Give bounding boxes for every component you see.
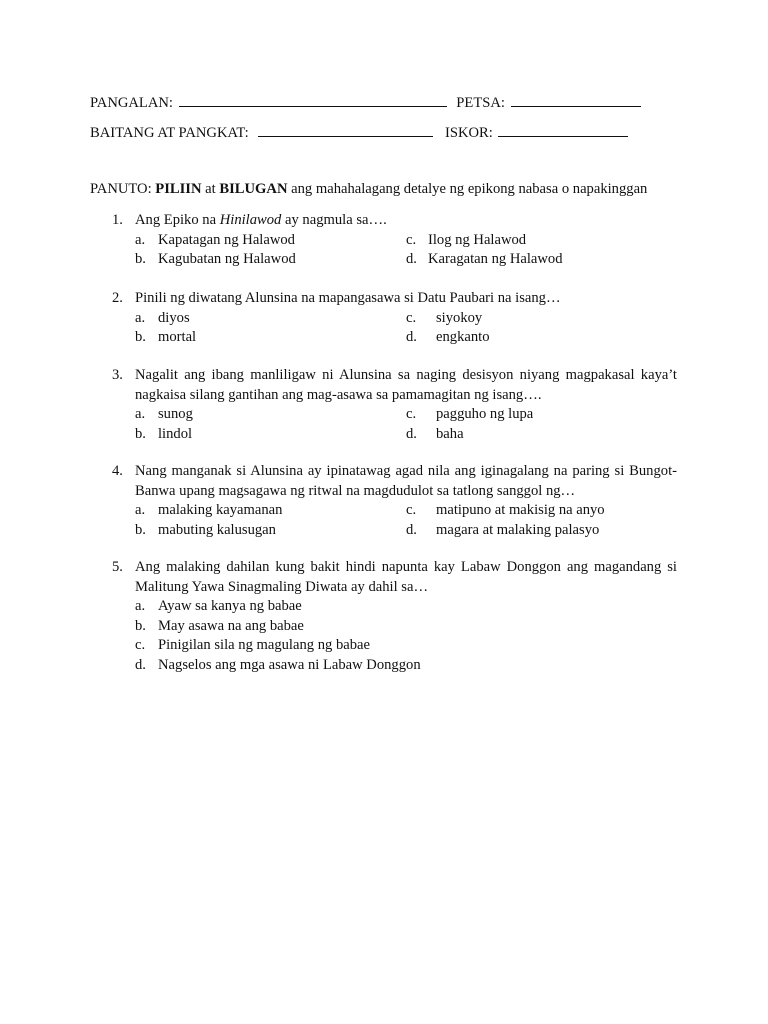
choice-letter: b. [135, 617, 146, 634]
instructions-lead: PANUTO: [90, 181, 156, 197]
choice-letter: c. [406, 502, 417, 518]
choice-letter: d. [406, 425, 417, 442]
choice-text: mabuting kalusugan [158, 521, 276, 538]
choice-letter: a. [135, 309, 146, 326]
choice-d[interactable] [406, 250, 686, 270]
choice-letter: d. [135, 656, 146, 673]
choice-letter: a. [135, 231, 146, 248]
choice-letter: c. [406, 406, 417, 422]
choice-d[interactable] [406, 521, 686, 541]
question-text-italic: Hinilawod [219, 212, 282, 228]
score-label: ISKOR: [444, 125, 493, 141]
choice-text: Ayaw sa kanya ng babae [158, 598, 302, 614]
choice-d[interactable] [406, 328, 686, 348]
choice-letter: c. [135, 637, 146, 653]
choice-c[interactable] [406, 231, 686, 251]
choice-letter: b. [135, 521, 146, 538]
choice-text: malaking kayamanan [158, 502, 283, 518]
choice-text: engkanto [436, 329, 490, 345]
choice-text: Kagubatan ng Halawod [158, 251, 296, 267]
choice-b[interactable] [135, 425, 677, 445]
question-number: 4. [112, 463, 123, 479]
choice-letter: c. [406, 231, 417, 248]
choice-a[interactable] [135, 231, 677, 251]
choice-text: Nagselos ang mga asawa ni Labaw Donggon [158, 656, 421, 673]
choice-list [135, 309, 677, 348]
question-4 [112, 462, 677, 540]
question-text-part: ay nagmula sa…. [281, 212, 387, 228]
choice-b[interactable] [135, 617, 677, 637]
choice-text: Ilog ng Halawod [428, 231, 527, 248]
question-number: 5. [112, 559, 123, 575]
choice-list [135, 405, 677, 444]
question-5 [112, 558, 677, 675]
grade-section-label: BAITANG AT PANGKAT: [90, 125, 249, 141]
choice-a[interactable] [135, 501, 677, 521]
question-text: Nagalit ang ibang manliligaw ni Alunsina sa naging desisyon niyang magpakasal kaya’t nagkaisa silang gantihan ang mag-asawa sa pamamagitan ng isang…. [135, 367, 677, 403]
choice-text: baha [436, 425, 464, 442]
instructions-bold-circle: BILUGAN [219, 181, 288, 197]
choice-letter: b. [135, 329, 146, 345]
choice-list [135, 231, 677, 270]
choice-text: siyokoy [436, 309, 483, 326]
question-number: 1. [112, 212, 123, 228]
choice-text: pagguho ng lupa [436, 406, 534, 422]
choice-text: sunog [158, 406, 193, 422]
question-text: Pinili ng diwatang Alunsina na mapangasawa si Datu Paubari na isang… [135, 290, 561, 306]
choice-c[interactable] [406, 309, 686, 329]
choice-a[interactable] [135, 405, 677, 425]
choice-letter: c. [406, 309, 417, 326]
header-row-name-date [90, 92, 641, 114]
grade-section-field-line[interactable] [258, 122, 433, 137]
choice-list [135, 597, 677, 675]
choice-letter: a. [135, 406, 146, 422]
choice-text: Kapatagan ng Halawod [158, 231, 295, 248]
instructions-rest: ang mahahalagang detalye ng epikong nabasa o napakinggan [287, 181, 648, 197]
choice-text: Pinigilan sila ng magulang ng babae [158, 637, 370, 653]
choice-d[interactable] [406, 425, 686, 445]
choice-text: magara at malaking palasyo [436, 521, 600, 538]
choice-list [135, 501, 677, 540]
score-field-line[interactable] [498, 122, 628, 137]
choice-text: mortal [158, 329, 197, 345]
choice-letter: a. [135, 502, 146, 518]
instructions [90, 180, 647, 200]
choice-letter: a. [135, 598, 146, 614]
choice-letter: d. [406, 521, 417, 538]
question-text [135, 211, 677, 231]
question-1 [112, 211, 677, 270]
name-field-line[interactable] [179, 92, 447, 107]
choice-b[interactable] [135, 328, 677, 348]
question-number: 2. [112, 290, 123, 306]
choice-c[interactable] [406, 405, 686, 425]
date-field-line[interactable] [511, 92, 641, 107]
choice-text: lindol [158, 425, 193, 442]
instructions-bold-choose: PILIIN [155, 181, 202, 197]
choice-c[interactable] [135, 636, 677, 656]
date-label: PETSA: [456, 95, 505, 111]
choice-b[interactable] [135, 521, 677, 541]
choice-text: diyos [158, 309, 190, 326]
question-text-part: Ang Epiko na [135, 212, 220, 228]
name-label: PANGALAN: [90, 95, 173, 111]
choice-letter: b. [135, 251, 146, 267]
choice-c[interactable] [406, 501, 686, 521]
choice-d[interactable] [135, 656, 677, 676]
question-3 [112, 366, 677, 444]
header-row-grade-score [90, 122, 628, 144]
instructions-mid: at [201, 181, 220, 197]
question-number: 3. [112, 367, 123, 383]
choice-letter: b. [135, 425, 146, 442]
question-text: Ang malaking dahilan kung bakit hindi napunta kay Labaw Donggon ang magandang si Malitung Yawa Sinagmaling Diwata ay dahil sa… [135, 559, 677, 595]
choice-text: matipuno at makisig na anyo [436, 502, 605, 518]
choice-text: Karagatan ng Halawod [428, 251, 563, 267]
choice-letter: d. [406, 251, 417, 267]
choice-b[interactable] [135, 250, 677, 270]
choice-a[interactable] [135, 309, 677, 329]
question-2 [112, 289, 677, 348]
choice-letter: d. [406, 329, 417, 345]
choice-text: May asawa na ang babae [158, 617, 304, 634]
question-text: Nang manganak si Alunsina ay ipinatawag agad nila ang iginagalang na paring si Bungot-Banwa upang magsagawa ng ritwal na magdudulot sa tatlong sanggol ng… [135, 463, 677, 499]
choice-a[interactable] [135, 597, 677, 617]
